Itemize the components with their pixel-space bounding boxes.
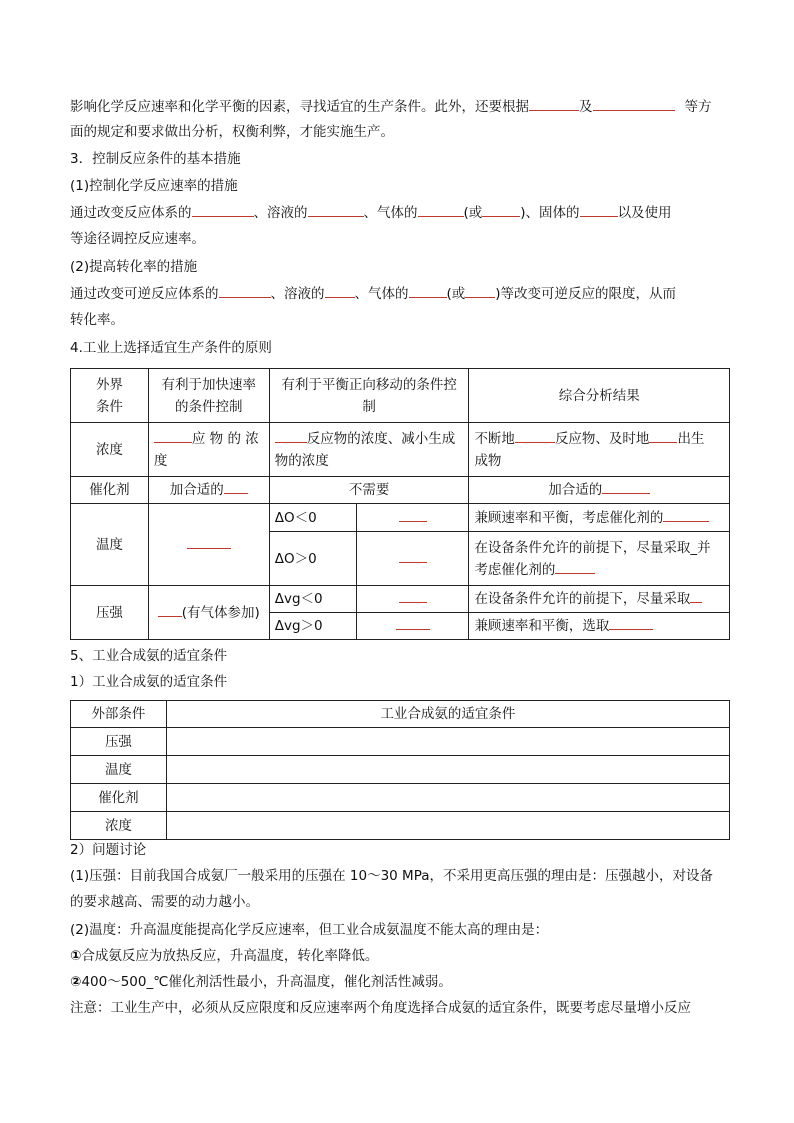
table-row [71,756,730,784]
circled-number: ② [70,974,82,990]
table-row [71,586,730,613]
sub-condition: ΔO＞0 [269,532,356,586]
text: 影响化学反应速率和化学平衡的因素，寻找适宜的生产条件。此外，还要根据 [70,99,529,115]
text: 有利于平衡正向移动的条件控 [281,376,457,393]
text: 等方 [684,99,712,115]
header-cell: 综合分析结果 [469,369,730,423]
table-cell [469,532,730,586]
table-row [71,701,730,728]
fill-blank[interactable] [308,202,364,217]
fill-blank[interactable] [609,615,653,630]
fill-blank[interactable] [399,548,427,563]
fill-blank[interactable] [418,202,464,217]
section-3-sub2-line2: 转化率。 [70,312,124,328]
text: )、固体的 [520,205,580,221]
text: 在设备条件允许的前提下，尽量采取 [474,591,691,607]
row-label: 浓度 [71,423,149,477]
fill-blank[interactable] [482,202,520,217]
reason-1 [70,945,378,967]
text: (有气体参加) [181,604,260,621]
text: 加合适的 [169,482,224,498]
fill-blank[interactable] [275,428,307,443]
fill-blank[interactable] [187,534,231,549]
section-4-heading: 4.工业上选择适宜生产条件的原则 [70,340,272,356]
discussion-pressure-1: (1)压强：目前我国合成氨厂一般采用的压强在 10～30 MPa，不采用更高压强的理由是：压强越小，对设备 [70,868,714,884]
table-cell [469,613,730,640]
conditions-table [70,368,730,640]
sub-condition: Δvg＞0 [269,613,356,640]
text: 以及使用 [617,205,672,221]
text: 度 [153,452,168,469]
table-cell [469,423,730,477]
text: 通过改变可逆反应体系的 [70,286,219,302]
note: 注意：工业生产中，必须从反应限度和反应速率两个角度选择合成氨的适宜条件，既要考虑尽量增小反应 [70,1000,691,1016]
section-3-sub1: (1)控制化学反应速率的措施 [70,178,238,194]
text: 有利于加快速率 [161,376,257,393]
text: 通过改变反应体系的 [70,205,192,221]
discussion-pressure-2: 的要求越高、需要的动力越小。 [70,894,259,910]
row-label: 催化剂 [71,477,149,504]
fill-blank[interactable] [154,428,192,443]
table-row [71,812,730,840]
section-5-sub1: 1）工业合成氨的适宜条件 [70,674,228,690]
fill-blank[interactable] [325,283,355,298]
intro-line-1 [70,96,712,118]
text: 、气体的 [363,205,418,221]
text: 合成氨反应为放热反应，升高温度，转化率降低。 [81,948,379,964]
fill-blank[interactable] [602,479,650,494]
section-3-sub2-line1 [70,283,676,305]
fill-blank[interactable] [224,479,248,494]
circled-number: ① [70,948,82,964]
answer-cell[interactable] [166,728,729,756]
text: 、溶液的 [253,205,308,221]
table-cell [469,477,730,504]
text: )等改变可逆反应的限度，从而 [495,286,677,302]
text: 在设备条件允许的前提下，尽量采取_并 [474,539,711,556]
table-cell [469,504,730,532]
fill-blank[interactable] [580,202,618,217]
header-cell [71,369,149,423]
table-row [71,504,730,532]
fill-blank[interactable] [399,588,427,603]
ammonia-conditions-table [70,700,730,840]
table-cell [356,586,469,613]
table-cell [148,477,269,504]
text: 出生 [677,430,705,447]
table-cell [469,586,730,613]
text: 制 [362,398,376,415]
text: 反应物、及时地 [554,430,650,447]
table-cell: 不需要 [269,477,469,504]
header-cell: 外部条件 [71,701,167,728]
text: 外界 [95,376,123,393]
fill-blank[interactable] [593,96,675,111]
section-3-sub2: (2)提高转化率的措施 [70,259,198,275]
table-cell [148,504,269,586]
text: 不断地 [474,430,515,447]
text: 、溶液的 [270,286,325,302]
header-cell: 工业合成氨的适宜条件 [166,701,729,728]
answer-cell[interactable] [166,784,729,812]
fill-blank[interactable] [158,602,182,617]
table-cell [356,504,469,532]
section-3-heading: 3．控制反应条件的基本措施 [70,151,241,167]
fill-blank[interactable] [399,507,427,522]
row-label: 压强 [71,728,167,756]
fill-blank[interactable] [192,202,254,217]
fill-blank[interactable] [409,283,447,298]
text: (或 [446,286,466,302]
text: 兼顾速率和平衡，考虑催化剂的 [474,509,664,526]
table-cell [356,613,469,640]
section-5-heading: 5、工业合成氨的适宜条件 [70,648,228,664]
fill-blank[interactable] [555,559,595,574]
section-5-sub2: 2）问题讨论 [70,842,147,858]
row-label: 压强 [71,586,149,640]
section-3-sub1-line2: 等途径调控反应速率。 [70,231,205,247]
text: 兼顾速率和平衡，选取 [474,618,610,634]
header-cell [148,369,269,423]
row-label: 催化剂 [71,784,167,812]
text: 及 [579,99,593,115]
fill-blank[interactable] [529,96,579,111]
row-label: 浓度 [71,812,167,840]
text: 、气体的 [354,286,409,302]
text: 物的浓度 [274,452,329,469]
fill-blank[interactable] [515,428,555,443]
table-cell [148,586,269,640]
text: (或 [463,205,483,221]
text: 反应物的浓度、减小生成 [306,430,456,447]
fill-blank[interactable] [663,507,709,522]
sub-condition: ΔO＜0 [269,504,356,532]
table-cell [148,423,269,477]
text: 成物 [474,452,502,469]
row-label: 温度 [71,504,149,586]
text: 应 物 的 浓 [191,430,259,447]
row-label: 温度 [71,756,167,784]
text: 的条件控制 [175,398,243,415]
text: 加合适的 [548,482,603,498]
reason-2 [70,971,452,993]
table-row [71,728,730,756]
text: 条件 [95,398,123,415]
table-row [71,369,730,423]
answer-cell[interactable] [166,812,729,840]
answer-cell[interactable] [166,756,729,784]
sub-condition: Δvg＜0 [269,586,356,613]
table-row [71,423,730,477]
text: 400～500_℃催化剂活性最小，升高温度，催化剂活性减弱。 [81,974,452,990]
fill-blank[interactable] [396,615,430,630]
table-row [71,784,730,812]
fill-blank[interactable] [465,283,495,298]
section-3-sub1-line1 [70,202,672,224]
table-cell [356,532,469,586]
header-cell [269,369,469,423]
fill-blank[interactable] [649,428,677,443]
intro-line-2: 面的规定和要求做出分析，权衡利弊，才能实施生产。 [70,124,394,140]
discussion-temperature: (2)温度：升高温度能提高化学反应速率，但工业合成氨温度不能太高的理由是： [70,922,549,938]
text: 考虑催化剂的 [474,561,556,578]
table-cell [269,423,469,477]
table-row [71,477,730,504]
fill-blank[interactable] [219,283,271,298]
fill-blank[interactable] [690,588,702,603]
